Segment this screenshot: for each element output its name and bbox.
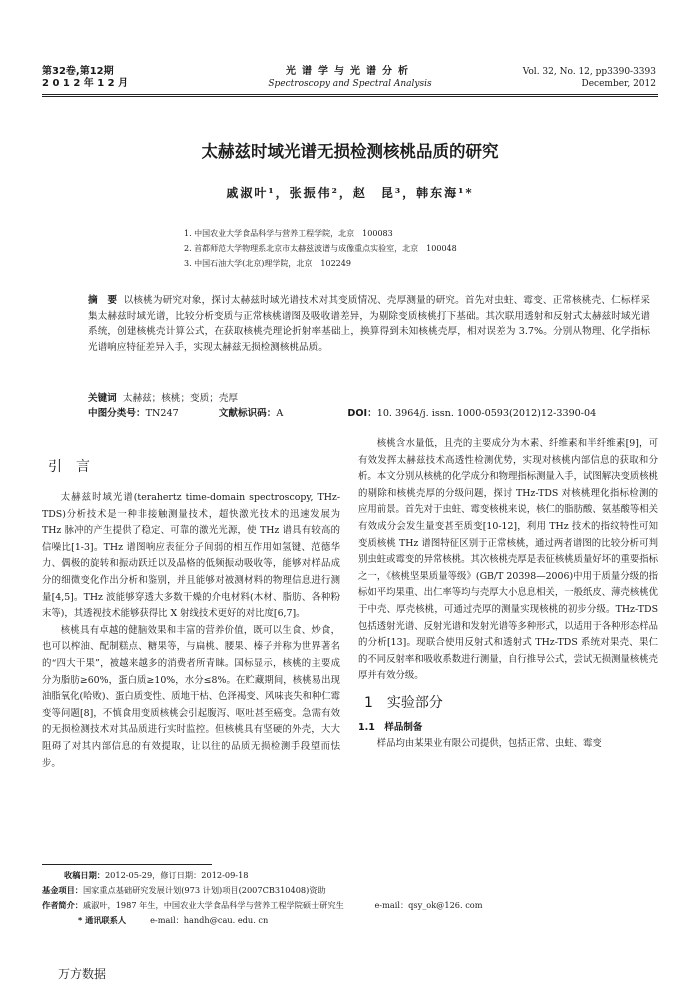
- clc-value: TN247: [145, 408, 179, 419]
- doi-value: 10. 3964/j. issn. 1000-0593(2012)12-3390-04: [376, 408, 597, 419]
- keywords-text: 太赫兹；核桃；变质；壳厚: [122, 393, 239, 404]
- doc-code-value: A: [276, 408, 284, 419]
- abstract-label: 摘 要: [88, 295, 118, 306]
- classification-line: [88, 406, 596, 421]
- section-1-heading: 1 实验部分: [364, 694, 443, 711]
- fund-label: 基金项目：: [42, 885, 83, 895]
- header-volume: 第32卷,第12期: [42, 66, 114, 77]
- footnote-corresponding: [42, 913, 483, 928]
- keywords-block: [88, 391, 596, 421]
- corresponding-label: * 通讯联系人: [78, 915, 127, 925]
- received-label: 收稿日期：: [64, 870, 105, 880]
- footnote-author: [42, 898, 483, 913]
- authors: 戚淑叶¹，张振伟²，赵 昆³，韩东海¹*: [226, 186, 474, 200]
- abstract: [88, 293, 650, 355]
- header-date: 2 0 1 2 年 1 2 月: [42, 78, 129, 89]
- footnote-rule: [42, 864, 212, 865]
- intro-paragraph-2: 核桃具有卓越的健脑效果和丰富的营养价值，既可以生食、炒食，也可以榨油、配制糕点、糖果等，与扁桃、腰果、榛子并称为世界著名的“四大干果”，被越来越多的消费者所青睐。国标显示，核桃的主要成分为脂肪≥60%，蛋白质≥10%，水分≤8%。在贮藏期间，核桃易出现油脂氧化(哈败)、蛋白质变性、质地干枯、色泽褐变、风味丧失和种仁霉变等问题[8]，不慎食用变质核桃会引起腹泻、呕吐甚至癌变。急需有效的无损检测技术对其品质进行实时监控。但核桃具有坚硬的外壳，大大阻碍了对其内部信息的有效提取，让以往的品质无损检测手段望而怯步。: [42, 624, 340, 769]
- corresponding-email: e-mail：handh@cau. edu. cn: [150, 915, 269, 925]
- author-bio-label: 作者简介：: [42, 900, 83, 910]
- intro-paragraph-1: 太赫兹时域光谱(terahertz time-domain spectroscopy, THz-TDS)分析技术是一种非接触测量技术，超快激光技术的迅速发展为 THz 脉冲的产生提供了稳定、可靠的激光光源，使 THz 谱具有较高的信噪比[1-3]。THz 谱图响应表征分子间弱的相互作用如氢键、范德华力、偶极的旋转和振动跃迁以及晶格的低频振动吸收等，能够对样品成分的细微变化作出分析和鉴别，并且能够对被测材料的物理信息进行测量[4,5]。THz 波能够穿透大多数干燥的介电材料(木材、脂肪、各种粉末等)，其透视技术能够获得比 X 射线技术更好的对比度[6,7]。: [42, 492, 340, 620]
- affiliation-2: 2. 首都师范大学物理系北京市太赫兹波谱与成像重点实验室，北京 100048: [184, 244, 457, 253]
- abstract-text: 以核桃为研究对象，探讨太赫兹时域光谱技术对其变质情况、壳厚测量的研究。首先对虫蛀、霉变、正常核桃壳、仁标样采集太赫兹时域光谱，比较分析变质与正常核桃谱图及吸收谱差异，为剔除变质核桃打下基础。其次联用透射和反射式太赫兹时域光谱系统，创建核桃壳计算公式，在获取核桃壳理论折射率基础上，换算得到未知核桃壳厚，相对误差为 3.7%。分别从物理、化学指标光谱响应特征差异入手，实现太赫兹无损检测核桃品质。: [88, 295, 650, 353]
- affiliation-1: 1. 中国农业大学食品科学与营养工程学院，北京 100083: [184, 229, 393, 238]
- received-value: 2012-05-29，修订日期：2012-09-18: [104, 870, 249, 880]
- header-issue-block: [523, 66, 656, 90]
- footnote-received: [42, 868, 483, 883]
- header-journal-en: Spectroscopy and Spectral Analysis: [268, 79, 432, 89]
- author-email: e-mail：qsy_ok@126. com: [374, 900, 483, 910]
- fund-value: 国家重点基础研究发展计划(973 计划)项目(2007CB310408)资助: [82, 885, 326, 895]
- right-paragraph-2: 样品均由某果业有限公司提供，包括正常、虫蛀、霉变: [376, 738, 602, 750]
- keywords-line: [88, 391, 596, 406]
- subsection-1-1-heading: 1.1 样品制备: [358, 721, 423, 733]
- wanfang-watermark: 万方数据: [58, 967, 107, 981]
- paper-title: 太赫兹时域光谱无损检测核桃品质的研究: [201, 142, 499, 161]
- footnote-fund: [42, 883, 483, 898]
- right-column: [358, 436, 658, 753]
- affiliation-3: 3. 中国石油大学(北京)理学院，北京 102249: [184, 259, 351, 268]
- header-journal: [250, 66, 450, 90]
- header-journal-zh: 光谱学与光谱分析: [286, 66, 414, 77]
- doi-label: DOI：: [347, 408, 377, 419]
- author-bio: 戚淑叶，1987 年生，中国农业大学食品科学与营养工程学院硕士研究生: [82, 900, 344, 910]
- header-date-en: December, 2012: [581, 79, 656, 89]
- right-paragraph-1: 核桃含水量低，且壳的主要成分为木素、纤维素和半纤维素[9]，可有效发挥太赫兹技术高透性检测优势，实现对核桃内部信息的获取和分析。本文分别从核桃的化学成分和物理指标测量入手，试图解决变质核桃的剔除和核桃壳厚的分级问题，探讨 THz-TDS 对核桃理化指标检测的应用前景。首先对于虫蛀、霉变核桃来说，核仁的脂肪酸、氨基酸等相关有效成分会发生量变甚至质变[10-12]，利用 THz 技术的指纹特性可知变质核桃 THz 谱图特征区别于正常核桃，通过两者谱图的比较分析可判别虫蛀或霉变的异常核桃。其次核桃壳厚是表征核桃质量好坏的重要指标之一，《核桃坚果质量等级》(GB/T 20398—2006)中用于质量分级的指标如平均果重、出仁率等均与壳厚大小息息相关，一般纸皮、薄壳核桃优于中壳、厚壳核桃，可通过壳厚的测量实现核桃的初步分级。THz-TDS 包括透射光谱、反射光谱和发射光谱等多种形式，以适用于各种形态样品的分析[13]。现联合使用反射式和透射式 THz-TDS 系统对果壳、果仁的不同反射率和吸收系数进行测量，自行推导公式，尝试无损测量核桃壳厚并有效分级。: [358, 438, 659, 682]
- header-rule: [42, 94, 658, 95]
- doc-code-label: 文献标识码：: [218, 408, 277, 419]
- intro-heading: 引 言: [48, 459, 90, 475]
- header-vol-en: Vol. 32, No. 12, pp3390-3393: [522, 67, 656, 77]
- footnotes: [42, 868, 483, 928]
- intro-body: [42, 490, 340, 772]
- clc-label: 中图分类号：: [88, 408, 146, 419]
- header-rule-thin: [42, 96, 658, 97]
- header-volume-block: [42, 66, 128, 90]
- keywords-label: 关键词: [88, 393, 117, 404]
